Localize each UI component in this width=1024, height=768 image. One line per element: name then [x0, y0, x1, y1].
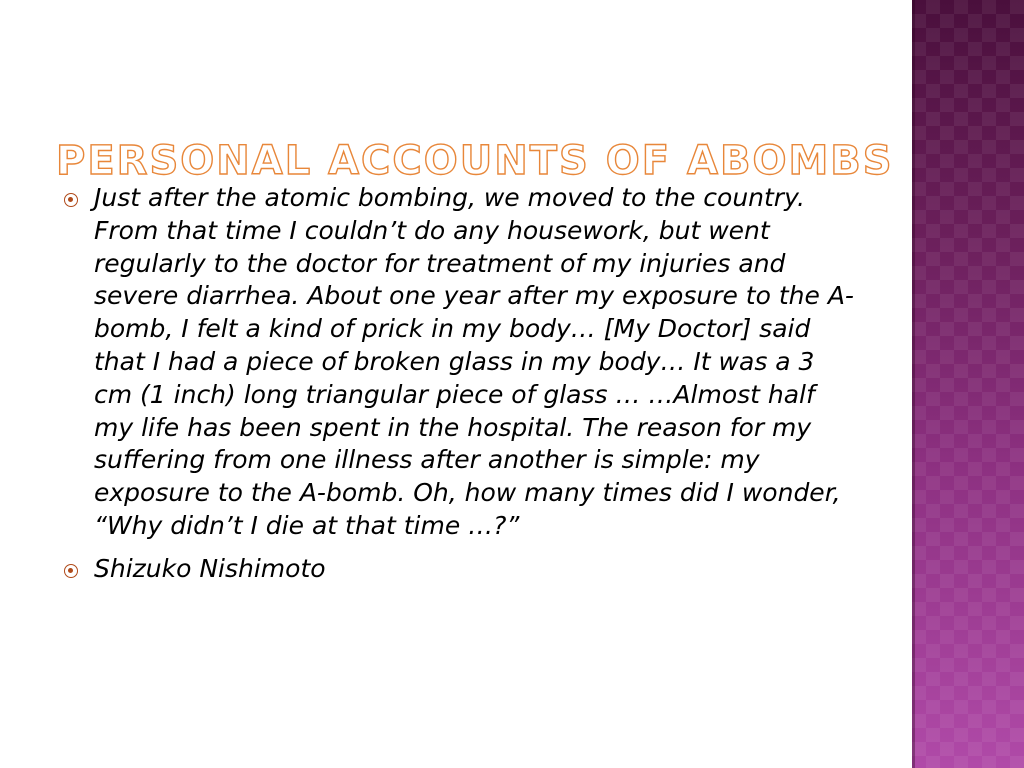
side-band-edge	[912, 0, 915, 768]
slide-title: PERSONAL ACCOUNTS OF ABOMBS	[56, 137, 894, 184]
quote-text: Just after the atomic bombing, we moved to the country. From that time I couldn’t do any housework, but went regularly to the doctor for treatment of my injuries and severe diarrhea. About one year after my exposure to the A-bomb, I felt a kind of prick in my body… [My Doctor] said that I had a piece of broken glass in my body… It was a 3 cm (1 inch) long triangular piece of glass … …Almost half my life has been spent in the hospital. The reason for my suffering from one illness after another is simple: my exposure to the A-bomb. Oh, how many times did I wonder, “Why didn’t I die at that time …?”	[94, 183, 854, 540]
diamond-pattern	[912, 0, 1024, 768]
bullet-item-author	[60, 553, 860, 586]
circle-dot-bullet-icon	[64, 564, 78, 578]
author-name: Shizuko Nishimoto	[94, 553, 326, 583]
bullet-list	[60, 182, 860, 596]
circle-dot-bullet-icon	[64, 193, 78, 207]
decorative-side-band	[912, 0, 1024, 768]
bullet-item-quote	[60, 182, 860, 543]
